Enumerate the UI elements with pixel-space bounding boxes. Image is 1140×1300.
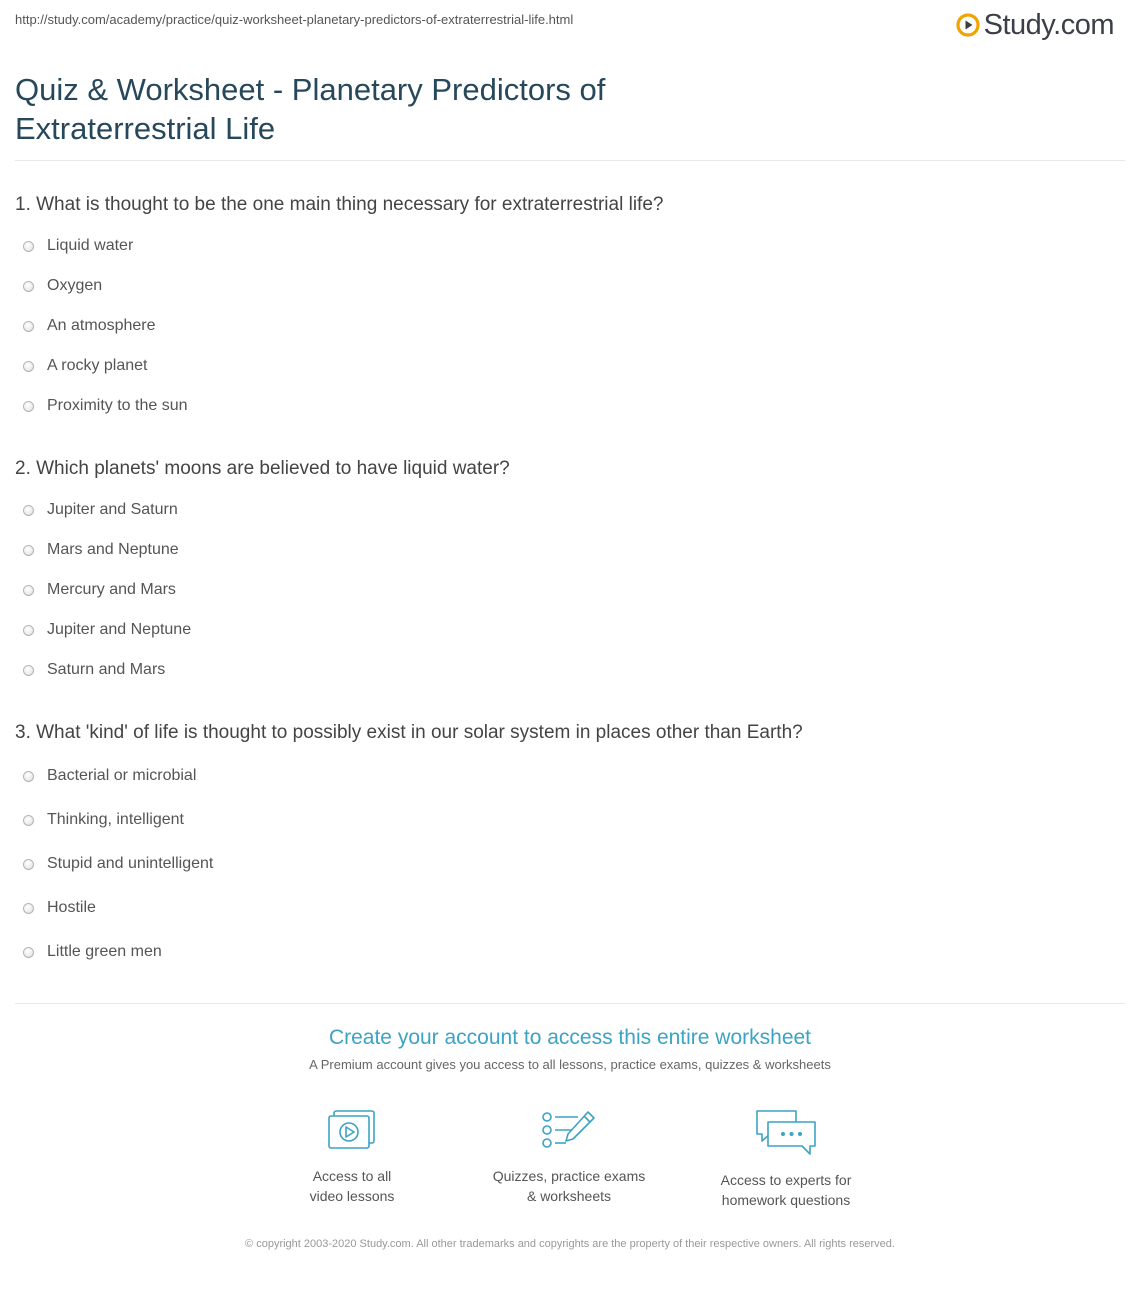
- answer-option[interactable]: [23, 397, 188, 415]
- logo-text: Study.com: [983, 8, 1114, 41]
- answer-label: Jupiter and Neptune: [47, 621, 192, 638]
- feature-experts: [686, 1108, 886, 1210]
- answer-option[interactable]: [23, 317, 156, 335]
- question-1: 1. What is thought to be the one main thing necessary for extraterrestrial life?: [15, 194, 664, 215]
- feature-quizzes: [469, 1108, 669, 1206]
- answer-option[interactable]: [23, 811, 184, 829]
- answer-option[interactable]: [23, 541, 179, 559]
- feature-line: Access to all: [312, 1168, 392, 1184]
- answer-option[interactable]: [23, 855, 213, 873]
- video-lessons-icon: [326, 1108, 378, 1154]
- create-account-link[interactable]: Create your account to access this entire worksheet: [328, 1026, 812, 1049]
- title-divider: [15, 160, 1125, 161]
- answer-label: Jupiter and Saturn: [47, 501, 178, 518]
- radio-button[interactable]: [23, 545, 34, 556]
- radio-button[interactable]: [23, 815, 34, 826]
- feature-video-lessons: [252, 1108, 452, 1206]
- answer-label: Bacterial or microbial: [47, 767, 197, 784]
- radio-button[interactable]: [23, 401, 34, 412]
- feature-line: Access to experts for: [720, 1172, 852, 1188]
- answer-label: Little green men: [47, 943, 162, 960]
- radio-button[interactable]: [23, 321, 34, 332]
- answer-option[interactable]: [23, 581, 176, 599]
- copyright-footer: © copyright 2003-2020 Study.com. All other trademarks and copyrights are the property of their respective owners. All rights reserved.: [245, 1238, 895, 1250]
- answer-option[interactable]: [23, 357, 148, 375]
- radio-button[interactable]: [23, 505, 34, 516]
- feature-line: homework questions: [721, 1192, 851, 1208]
- radio-button[interactable]: [23, 859, 34, 870]
- questions-divider: [15, 1003, 1125, 1004]
- answer-option[interactable]: [23, 501, 178, 519]
- answer-label: Mars and Neptune: [47, 541, 179, 558]
- answer-option[interactable]: [23, 767, 196, 785]
- answer-label: Proximity to the sun: [47, 397, 188, 414]
- chat-bubbles-icon: [754, 1108, 818, 1158]
- quiz-checklist-icon: [540, 1108, 598, 1154]
- premium-description: A Premium account gives you access to all lessons, practice exams, quizzes & worksheets: [309, 1057, 831, 1072]
- radio-button[interactable]: [23, 771, 34, 782]
- radio-button[interactable]: [23, 281, 34, 292]
- answer-option[interactable]: [23, 621, 191, 639]
- radio-button[interactable]: [23, 361, 34, 372]
- answer-option[interactable]: [23, 661, 165, 679]
- radio-button[interactable]: [23, 947, 34, 958]
- answer-option[interactable]: [23, 237, 133, 255]
- play-circle-icon: [956, 13, 980, 37]
- feature-line: Quizzes, practice exams: [492, 1168, 646, 1184]
- answer-option[interactable]: [23, 943, 162, 961]
- radio-button[interactable]: [23, 625, 34, 636]
- page-title: Quiz & Worksheet - Planetary Predictors of Extraterrestrial Life: [15, 72, 606, 146]
- feature-line: & worksheets: [526, 1188, 612, 1204]
- answer-option[interactable]: [23, 899, 96, 917]
- answer-label: A rocky planet: [47, 357, 148, 374]
- answer-option[interactable]: [23, 277, 102, 295]
- answer-label: An atmosphere: [47, 317, 156, 334]
- radio-button[interactable]: [23, 585, 34, 596]
- question-3: 3. What 'kind' of life is thought to possibly exist in our solar system in places other than Earth?: [15, 722, 803, 743]
- answer-label: Liquid water: [47, 237, 134, 254]
- question-2: 2. Which planets' moons are believed to have liquid water?: [15, 458, 510, 479]
- page-url: http://study.com/academy/practice/quiz-worksheet-planetary-predictors-of-extraterrestrial-life.html: [15, 12, 574, 27]
- radio-button[interactable]: [23, 665, 34, 676]
- answer-label: Mercury and Mars: [47, 581, 176, 598]
- study-logo[interactable]: [956, 8, 1114, 42]
- answer-label: Stupid and unintelligent: [47, 855, 214, 872]
- answer-label: Oxygen: [47, 277, 103, 294]
- answer-label: Saturn and Mars: [47, 661, 166, 678]
- radio-button[interactable]: [23, 241, 34, 252]
- answer-label: Hostile: [47, 899, 96, 916]
- feature-line: video lessons: [309, 1188, 395, 1204]
- answer-label: Thinking, intelligent: [47, 811, 184, 828]
- radio-button[interactable]: [23, 903, 34, 914]
